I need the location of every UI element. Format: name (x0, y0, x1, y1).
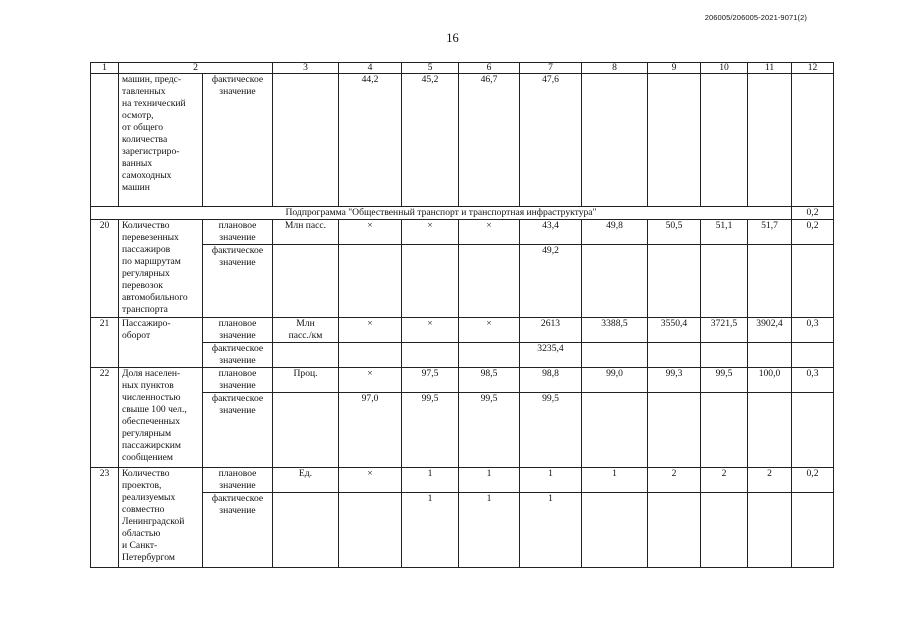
value-cell: × (339, 468, 402, 493)
value-cell: 1 (459, 493, 520, 568)
column-header: 5 (402, 63, 459, 74)
header-row (91, 63, 834, 74)
page-number: 16 (446, 31, 459, 45)
value-cell (402, 245, 459, 318)
value-cell: 43,4 (520, 220, 582, 245)
value-type: плановое значение (203, 318, 273, 343)
value-cell: 99,5 (402, 393, 459, 468)
value-type: фактическое значение (203, 74, 273, 207)
value-cell (402, 343, 459, 368)
indicator-name: машин, предс- тавленных на технический осмотр, от общего количества зарегистриро- ванных самоходных машин (119, 74, 203, 207)
indicators-table (90, 62, 834, 568)
subprogram-row (91, 207, 834, 220)
value-cell: 99,3 (648, 368, 701, 393)
value-cell: 99,5 (520, 393, 582, 468)
document-id: 206005/206005-2021-9071(2) (704, 13, 807, 22)
value-cell (648, 245, 701, 318)
value-cell: 44,2 (339, 74, 402, 207)
value-cell (748, 493, 792, 568)
row-number (91, 74, 119, 207)
table-row (91, 493, 834, 568)
value-cell: 49,2 (520, 245, 582, 318)
value-cell (748, 343, 792, 368)
indicator-name: Доля населен- ных пунктов численностью свыше 100 чел., обеспеченных регулярным пассажирским сообщением (119, 368, 203, 468)
value-cell: 49,8 (582, 220, 648, 245)
value-cell: 2 (701, 468, 748, 493)
value-cell (792, 343, 834, 368)
value-cell: 0,3 (792, 318, 834, 343)
value-cell: 3550,4 (648, 318, 701, 343)
unit (273, 343, 339, 368)
value-cell (701, 393, 748, 468)
value-cell: 1 (402, 468, 459, 493)
value-cell (648, 343, 701, 368)
value-cell (648, 493, 701, 568)
table-row (91, 245, 834, 318)
value-cell (648, 74, 701, 207)
column-header: 12 (792, 63, 834, 74)
column-header: 3 (273, 63, 339, 74)
value-cell: 3902,4 (748, 318, 792, 343)
value-cell (339, 245, 402, 318)
column-header: 7 (520, 63, 582, 74)
value-cell: 0,3 (792, 368, 834, 393)
value-type: плановое значение (203, 368, 273, 393)
value-type: фактическое значение (203, 393, 273, 468)
value-cell: 3721,5 (701, 318, 748, 343)
value-cell: 97,0 (339, 393, 402, 468)
column-header: 10 (701, 63, 748, 74)
unit (273, 245, 339, 318)
value-cell: 1 (582, 468, 648, 493)
value-cell: 3388,5 (582, 318, 648, 343)
table-row (91, 74, 834, 207)
value-cell: 97,5 (402, 368, 459, 393)
indicator-name: Количество проектов, реализуемых совместно Ленинградской областью и Санкт- Петербургом (119, 468, 203, 568)
value-cell: 98,8 (520, 368, 582, 393)
value-cell: 99,0 (582, 368, 648, 393)
value-cell: 0,2 (792, 468, 834, 493)
value-cell (701, 493, 748, 568)
value-cell: × (459, 220, 520, 245)
value-type: фактическое значение (203, 493, 273, 568)
value-cell: 2 (648, 468, 701, 493)
value-cell (582, 393, 648, 468)
value-cell: × (339, 368, 402, 393)
value-cell: 1 (402, 493, 459, 568)
value-cell (648, 393, 701, 468)
value-cell (582, 493, 648, 568)
unit (273, 493, 339, 568)
value-cell: 1 (459, 468, 520, 493)
column-header: 2 (119, 63, 273, 74)
row-number: 22 (91, 368, 119, 468)
value-cell (748, 245, 792, 318)
value-cell: × (459, 318, 520, 343)
table-row (91, 393, 834, 468)
value-cell: × (339, 318, 402, 343)
column-header: 8 (582, 63, 648, 74)
column-header: 4 (339, 63, 402, 74)
value-cell (459, 245, 520, 318)
unit: Проц. (273, 368, 339, 393)
value-cell: 98,5 (459, 368, 520, 393)
indicator-name: Количество перевезенных пассажиров по маршрутам регулярных перевозок автомобильного транспорта (119, 220, 203, 318)
row-number: 23 (91, 468, 119, 568)
table-row (91, 343, 834, 368)
value-cell: 46,7 (459, 74, 520, 207)
table-row (91, 318, 834, 343)
unit (273, 393, 339, 468)
value-cell (748, 74, 792, 207)
value-cell (701, 343, 748, 368)
value-cell: 47,6 (520, 74, 582, 207)
column-header: 11 (748, 63, 792, 74)
value-cell: 45,2 (402, 74, 459, 207)
indicator-name: Пассажиро- оборот (119, 318, 203, 368)
value-cell (701, 245, 748, 318)
value-cell: 1 (520, 493, 582, 568)
column-header: 9 (648, 63, 701, 74)
value-cell: 51,7 (748, 220, 792, 245)
value-cell: 99,5 (459, 393, 520, 468)
value-cell: 1 (520, 468, 582, 493)
value-cell (701, 74, 748, 207)
value-cell (792, 245, 834, 318)
weight-cell: 0,2 (792, 207, 834, 220)
value-cell (339, 343, 402, 368)
value-cell: × (402, 318, 459, 343)
column-header: 1 (91, 63, 119, 74)
value-type: фактическое значение (203, 245, 273, 318)
subprogram-title: Подпрограмма "Общественный транспорт и транспортная инфраструктура" (91, 207, 792, 220)
unit: Млн пасс./км (273, 318, 339, 343)
unit: Ед. (273, 468, 339, 493)
value-type: плановое значение (203, 468, 273, 493)
value-cell (748, 393, 792, 468)
value-cell (792, 74, 834, 207)
row-number: 20 (91, 220, 119, 318)
table-row (91, 368, 834, 393)
table-row (91, 220, 834, 245)
value-cell (582, 245, 648, 318)
value-cell (792, 393, 834, 468)
unit (273, 74, 339, 207)
value-cell: × (339, 220, 402, 245)
value-cell: 50,5 (648, 220, 701, 245)
table-row (91, 468, 834, 493)
value-cell: 0,2 (792, 220, 834, 245)
value-cell (792, 493, 834, 568)
value-cell (339, 493, 402, 568)
value-cell (582, 343, 648, 368)
row-number: 21 (91, 318, 119, 368)
value-cell: 51,1 (701, 220, 748, 245)
value-cell: 2613 (520, 318, 582, 343)
value-cell (582, 74, 648, 207)
value-cell: 99,5 (701, 368, 748, 393)
value-cell (459, 343, 520, 368)
value-type: фактическое значение (203, 343, 273, 368)
column-header: 6 (459, 63, 520, 74)
value-type: плановое значение (203, 220, 273, 245)
unit: Млн пасс. (273, 220, 339, 245)
value-cell: × (402, 220, 459, 245)
value-cell: 2 (748, 468, 792, 493)
value-cell: 100,0 (748, 368, 792, 393)
value-cell: 3235,4 (520, 343, 582, 368)
